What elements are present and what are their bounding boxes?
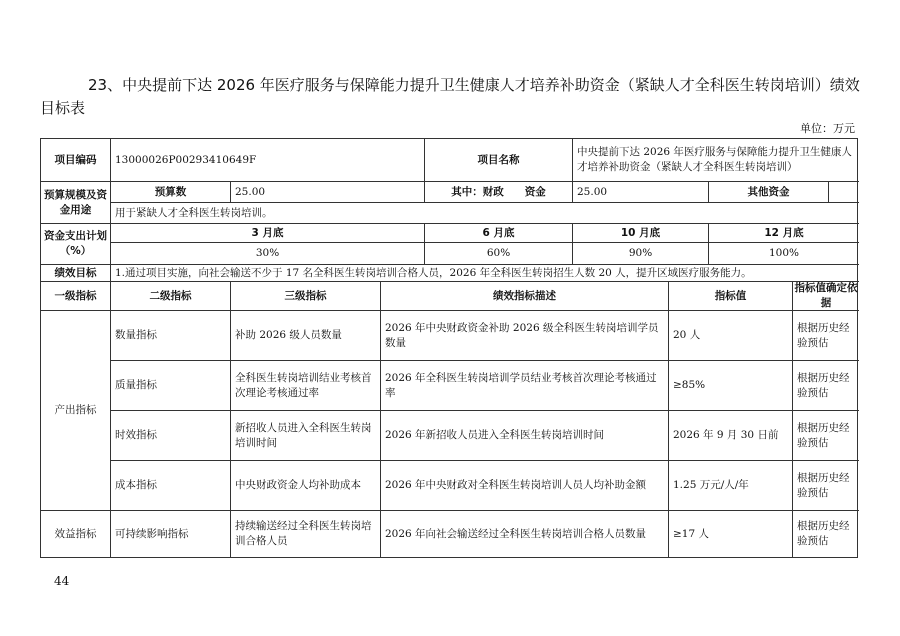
spend-header-dec: 12 月底 <box>709 224 859 243</box>
header-description: 绩效指标描述 <box>381 282 669 311</box>
project-name-label: 项目名称 <box>425 139 573 182</box>
table-row-value: ≥85% <box>669 361 793 411</box>
table-row-basis: 根据历史经验预估 <box>793 311 859 361</box>
performance-table <box>40 138 858 558</box>
table-row-value: ≥17 人 <box>669 511 793 557</box>
table-row-desc: 2026 年向社会输送经过全科医生转岗培训合格人员数量 <box>381 511 669 557</box>
project-code-label: 项目编码 <box>41 139 111 182</box>
other-funds-label: 其他资金 <box>709 182 829 203</box>
table-row-l2: 时效指标 <box>111 411 231 461</box>
table-row-desc: 2026 年全科医生转岗培训学员结业考核首次理论考核通过率 <box>381 361 669 411</box>
budget-amount-value: 25.00 <box>231 182 425 203</box>
unit-label: 单位：万元 <box>800 122 855 135</box>
table-row-desc: 2026 年中央财政资金补助 2026 级全科医生转岗培训学员数量 <box>381 311 669 361</box>
table-row-l3: 中央财政资金人均补助成本 <box>231 461 381 511</box>
budget-amount-label: 预算数 <box>111 182 231 203</box>
header-value: 指标值 <box>669 282 793 311</box>
project-code-value: 13000026P00293410649F <box>111 139 425 182</box>
benefit-indicator-label: 效益指标 <box>41 511 111 557</box>
table-row-desc: 2026 年新招收人员进入全科医生转岗培训时间 <box>381 411 669 461</box>
title-line-1: 23、中央提前下达 2026 年医疗服务与保障能力提升卫生健康人才培养补助资金（紧缺人才全科医生转岗培训）绩效 <box>88 76 860 94</box>
project-name-value: 中央提前下达 2026 年医疗服务与保障能力提升卫生健康人才培养补助资金（紧缺人才全科医生转岗培训） <box>573 139 859 182</box>
spend-header-jun: 6 月底 <box>425 224 573 243</box>
goal-label: 绩效目标 <box>41 265 111 282</box>
spend-value-mar: 30% <box>111 243 425 265</box>
table-row-l3: 新招收人员进入全科医生转岗培训时间 <box>231 411 381 461</box>
page-number: 44 <box>54 574 70 588</box>
table-row-value: 2026 年 9 月 30 日前 <box>669 411 793 461</box>
table-row-desc: 2026 年中央财政对全科医生转岗培训人员人均补助金额 <box>381 461 669 511</box>
header-level1: 一级指标 <box>41 282 111 311</box>
spend-plan-label: 资金支出计划（%） <box>41 224 111 265</box>
spend-value-jun: 60% <box>425 243 573 265</box>
table-row-l3: 补助 2026 级人员数量 <box>231 311 381 361</box>
goal-text: 1.通过项目实施，向社会输送不少于 17 名全科医生转岗培训合格人员，2026 年全科医生转岗招生人数 20 人，提升区域医疗服务能力。 <box>111 265 859 282</box>
table-row-basis: 根据历史经验预估 <box>793 461 859 511</box>
header-level2: 二级指标 <box>111 282 231 311</box>
output-indicator-label: 产出指标 <box>41 311 111 511</box>
table-row-basis: 根据历史经验预估 <box>793 361 859 411</box>
budget-label: 预算规模及资金用途 <box>41 182 111 224</box>
spend-header-oct: 10 月底 <box>573 224 709 243</box>
spend-header-mar: 3 月底 <box>111 224 425 243</box>
table-row-l3: 持续输送经过全科医生转岗培训合格人员 <box>231 511 381 557</box>
spend-value-dec: 100% <box>709 243 859 265</box>
table-row-l2: 数量指标 <box>111 311 231 361</box>
table-row-value: 20 人 <box>669 311 793 361</box>
header-level3: 三级指标 <box>231 282 381 311</box>
table-row-l2: 质量指标 <box>111 361 231 411</box>
spend-value-oct: 90% <box>573 243 709 265</box>
table-row-l3: 全科医生转岗培训结业考核首次理论考核通过率 <box>231 361 381 411</box>
table-row-basis: 根据历史经验预估 <box>793 411 859 461</box>
other-funds-value <box>829 182 859 203</box>
page-title <box>40 74 870 120</box>
table-row-basis: 根据历史经验预估 <box>797 520 850 547</box>
header-basis: 指标值确定依据 <box>794 282 858 309</box>
funds-usage: 用于紧缺人才全科医生转岗培训。 <box>111 203 859 224</box>
table-row-l2: 成本指标 <box>111 461 231 511</box>
table-row-value: 1.25 万元/人/年 <box>669 461 793 511</box>
table-row-l2: 可持续影响指标 <box>111 511 231 557</box>
central-funds-value: 25.00 <box>573 182 709 203</box>
title-line-2: 目标表 <box>40 99 86 117</box>
central-funds-label: 其中：财政 资金 <box>425 182 573 203</box>
